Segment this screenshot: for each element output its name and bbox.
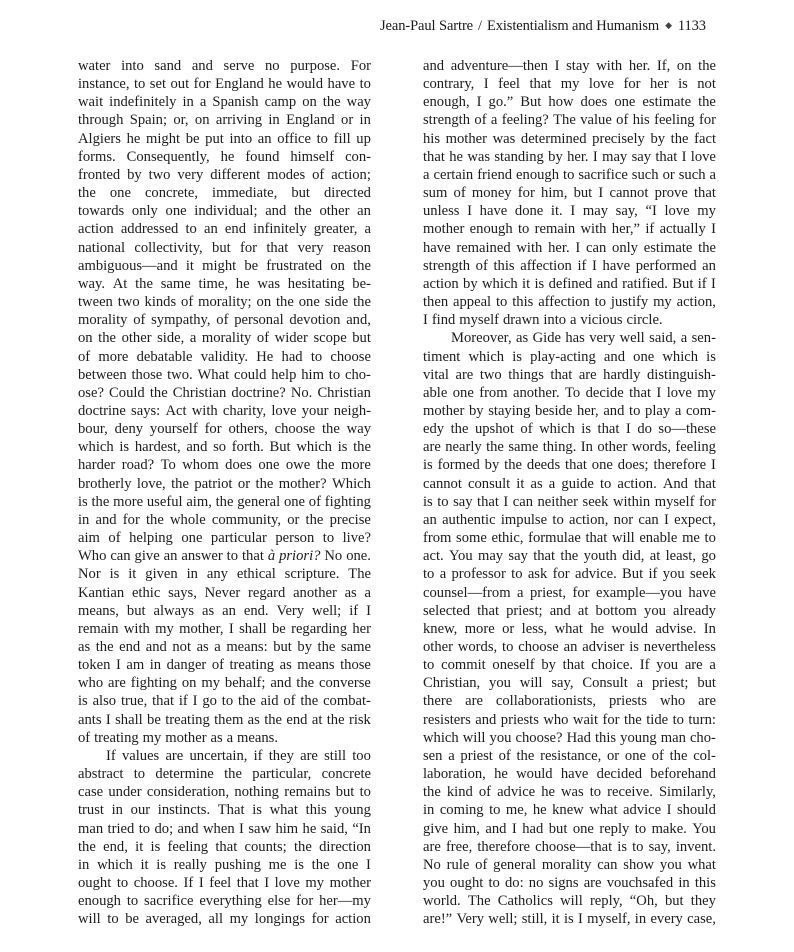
- text-line: ants I shall be treating them as the end at the risk: [78, 711, 371, 728]
- text-line: resisters and priests who wait for the tide to turn:: [423, 711, 716, 728]
- text-line: the one concrete, immediate, but directed: [78, 185, 371, 202]
- text-line: fronted by two very different modes of action;: [78, 166, 371, 183]
- text-line: who are fighting on my behalf; and the converse: [78, 675, 371, 692]
- text-line: man tried to do; and when I saw him he said, “In: [78, 820, 371, 837]
- text-line: to a professor to ask for advice. But if you seek: [423, 566, 716, 583]
- text-line: water into sand and serve no purpose. For: [78, 58, 371, 74]
- text-line: is formed by the deeds that one does; therefore I: [423, 457, 716, 474]
- text-line: harder road? To whom does one owe the more: [78, 457, 371, 474]
- text-line: which is hardest, and so forth. But which is the: [78, 439, 371, 456]
- text-line: abstract to determine the particular, concrete: [78, 766, 371, 783]
- text-column-right: [423, 57, 716, 929]
- text-line: national collectivity, but for that very reason: [78, 239, 371, 256]
- running-head: [380, 18, 720, 35]
- text-line: token I am in danger of treating as means those: [78, 657, 371, 674]
- text-line: Christian, you will say, Consult a priest; but: [423, 675, 716, 692]
- text-line: of treating my mother as a means.: [78, 729, 278, 746]
- text-line: Kantian ethic says, Never regard another as a: [78, 584, 371, 601]
- text-line: you ought to do: no signs are vouchsafed in this: [423, 875, 716, 892]
- text-line: remain with my mother, I shall be regarding her: [78, 620, 371, 637]
- text-line: is also true, that if I go to the aid of the combat-: [78, 693, 371, 710]
- text-line: as the end and not as a means: but by the same: [78, 639, 371, 655]
- text-line: strength of this affection if I have performed an: [423, 257, 716, 274]
- text-line: vital are two things that are hardly distinguish-: [423, 366, 716, 383]
- text-line: tween two kinds of morality; on the one side the: [78, 294, 371, 311]
- text-line: No rule of general morality can show you what: [423, 856, 716, 873]
- text-line: If values are uncertain, if they are still too: [106, 747, 371, 764]
- running-head-title: Existentialism and Humanism: [486, 18, 660, 34]
- text-line: contrary, I feel that my love for her is not: [423, 76, 716, 93]
- text-line: of more debatable validity. He had to choose: [78, 348, 371, 365]
- text-line: ought to choose. If I feel that I love my mother: [78, 875, 371, 892]
- text-line: the kind of advice he was to receive. Similarly,: [423, 784, 716, 801]
- text-line: sen a priest of the resistance, or one of the col-: [423, 747, 716, 764]
- text-line: is the more useful aim, the general one of fighting: [78, 493, 371, 510]
- text-line: action addressed to an end infinitely greater, a: [78, 221, 371, 238]
- text-line: have remained with her. I can only estimate the: [423, 239, 716, 256]
- text-line: counsel—from a priest, for example—you have: [423, 584, 716, 601]
- text-line: Algiers he might be put into an office to fill up: [78, 130, 371, 147]
- text-line: enough, I go.” But how does one estimate the: [423, 94, 716, 111]
- text-line: brotherly love, the patriot or the mother? Which: [78, 475, 371, 492]
- text-line: mother by staying beside her, and to play a com-: [423, 402, 716, 419]
- text-line: to commit oneself by that choice. If you are a: [423, 657, 716, 674]
- text-line: ambiguous—and it might be frustrated on the: [78, 257, 371, 274]
- text-line: bour, deny yourself for others, choose the way: [78, 421, 371, 438]
- text-line: forms. Consequently, he found himself con-: [78, 148, 371, 165]
- text-column-left: [78, 57, 371, 929]
- text-line: ose? Could the Christian doctrine? No. Christian: [78, 384, 371, 401]
- text-line: which will you choose? Had this young man cho-: [423, 729, 716, 746]
- text-line: means, but always as an end. Very well; if I: [78, 602, 371, 619]
- text-line: I find myself drawn into a vicious circle.: [423, 312, 663, 329]
- text-line: world. The Catholics will reply, “Oh, but they: [423, 893, 716, 910]
- text-line: are!” Very well; still, it is I myself, in every case,: [423, 911, 716, 928]
- text-line: will to be averaged, all my longings for action: [78, 911, 371, 928]
- text-line: a certain friend enough to sacrifice such or such a: [423, 166, 716, 183]
- diamond-ornament-icon: ◆: [665, 20, 672, 30]
- text-line: mother enough to remain with her,” if actually I: [423, 221, 716, 238]
- text-line: laboration, he would have decided beforehand: [423, 766, 716, 783]
- text-line: through Spain; or, on arriving in England or in: [78, 112, 371, 129]
- text-line: way. At the same time, he was hesitating be-: [78, 275, 371, 292]
- text-line: in which it is really pushing me is the one I: [78, 856, 371, 873]
- text-line: instance, to set out for England he would have to: [78, 76, 371, 93]
- text-line: his mother was determined precisely by the fact: [423, 130, 716, 147]
- text-line: between those two. What could help him to cho-: [78, 366, 371, 383]
- text-line: towards only one individual; and the other an: [78, 203, 371, 220]
- text-line: knew, more or less, what he would advise. In: [423, 620, 716, 637]
- text-line: strength of a feeling? The value of his feeling for: [423, 112, 716, 129]
- text-line: Nor is it given in any ethical scripture. The: [78, 566, 371, 583]
- text-line: morality of sympathy, of personal devotion and,: [78, 312, 371, 329]
- text-line: action by which it is defined and ratified. But if I: [423, 275, 716, 292]
- text-line: from some ethic, formulae that will enable me to: [423, 530, 716, 547]
- text-line: selected that priest; and at bottom you already: [423, 602, 716, 619]
- text-line: case under consideration, nothing remains but to: [78, 784, 371, 801]
- text-line: an authentic impulse to action, nor can I expect,: [423, 511, 716, 528]
- text-line: able one from another. To decide that I love my: [423, 384, 716, 401]
- text-line: act. You may say that the youth did, at least, go: [423, 548, 716, 565]
- text-line: is to say that I can neither seek within myself for: [423, 493, 716, 510]
- text-line: timent which is play-acting and one which is: [423, 348, 716, 365]
- text-line: Moreover, as Gide has very well said, a sen-: [451, 330, 716, 347]
- text-line: are free, therefore choose—that is to say, invent.: [423, 838, 716, 855]
- text-line: aim of helping one particular person to live?: [78, 530, 371, 547]
- text-line: Who can give an answer to that à priori? No one.: [78, 548, 371, 565]
- text-line: enough to sacrifice everything else for her—my: [78, 893, 371, 910]
- text-line: give him, and I had but one reply to make. You: [423, 820, 716, 837]
- text-line: the end, it is feeling that counts; the direction: [78, 838, 371, 855]
- text-line: in coming to me, he knew what advice I should: [423, 802, 716, 819]
- text-line: edy the upshot of which is that I do so—these: [423, 421, 716, 438]
- text-line: trust in our instincts. That is what this young: [78, 802, 371, 819]
- running-head-author: Jean-Paul Sartre: [380, 18, 474, 34]
- text-line: doctrine says: Act with charity, love your neigh-: [78, 402, 371, 419]
- text-line: then appeal to this affection to justify my action,: [423, 294, 716, 311]
- text-line: that he was standing by her. I may say that I love: [423, 148, 716, 165]
- text-line: in and for the whole community, or the precise: [78, 511, 371, 528]
- text-line: there are collaborationists, priests who are: [423, 693, 716, 710]
- text-line: wait indefinitely in a Spanish camp on the way: [78, 94, 371, 111]
- text-line: are nearly the same thing. In other words, feeling: [423, 439, 716, 456]
- running-head-separator: /: [478, 18, 482, 34]
- text-line: unless I have done it. I may say, “I love my: [423, 203, 716, 220]
- text-line: cannot consult it as a guide to action. And that: [423, 475, 716, 492]
- text-line: other words, to choose an adviser is nevertheless: [423, 639, 716, 655]
- page-number: 1133: [677, 18, 706, 34]
- text-line: on the other side, a morality of wider scope but: [78, 330, 371, 347]
- text-line: sum of money for him, but I cannot prove that: [423, 185, 716, 202]
- text-line: and adventure—then I stay with her. If, on the: [423, 58, 716, 74]
